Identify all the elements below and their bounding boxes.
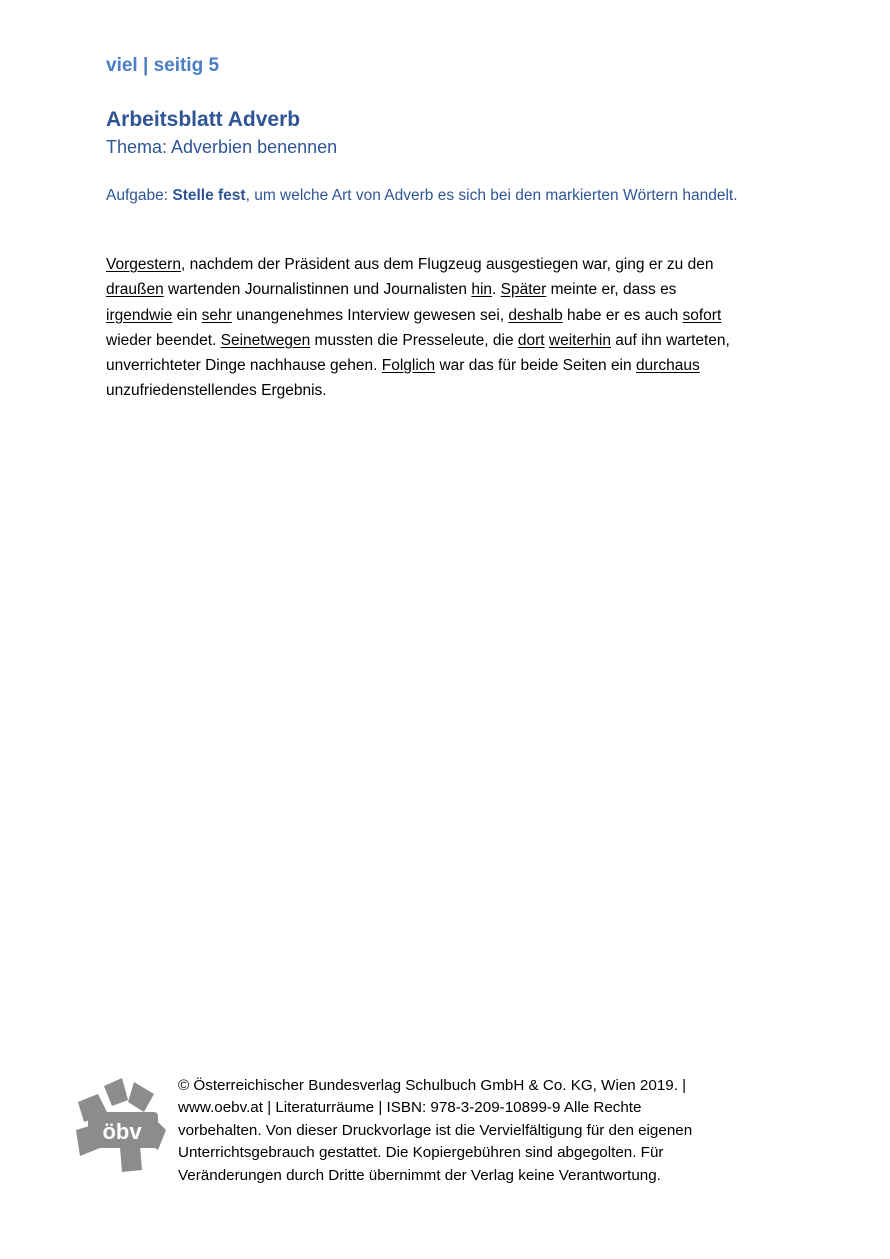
copyright-line: Unterrichtsgebrauch gestattet. Die Kopiergebühren sind abgegolten. Für [178, 1144, 664, 1162]
story-text-segment: war das für beide Seiten ein [435, 357, 636, 375]
task-instruction [106, 187, 806, 205]
story-line [106, 252, 796, 277]
story-line [106, 378, 796, 403]
marked-adverb: Folglich [381, 357, 436, 375]
story-text-segment: habe er es auch [562, 306, 683, 324]
oebv-logo-text: öbv [102, 1119, 142, 1144]
story-line [106, 303, 796, 328]
marked-adverb: Seinetwegen [220, 331, 311, 349]
page-subtitle: Thema: Adverbien benennen [106, 137, 338, 157]
marked-adverb: dort [517, 331, 545, 349]
marked-adverb: weiterhin [548, 331, 611, 349]
story-text-segment: meinte er, dass es [546, 281, 677, 299]
copyright-line: www.oebv.at | Literaturräume | ISBN: 978-3-209-10899-9 Alle Rechte [178, 1099, 642, 1117]
task-rest: , um welche Art von Adverb es sich bei den markierten Wörtern handelt. [245, 187, 738, 204]
task-emphasis: Stelle fest [172, 187, 246, 204]
story-text-segment: . [492, 281, 501, 299]
copyright-line: Veränderungen durch Dritte übernimmt der Verlag keine Verantwortung. [178, 1166, 661, 1184]
story-text-segment: ein [172, 306, 202, 324]
marked-adverb: durchaus [635, 357, 700, 375]
story-text [106, 252, 796, 404]
story-text-segment: wieder beendet. [106, 331, 221, 349]
story-line [106, 328, 796, 353]
story-text-segment: , nachdem der Präsident aus dem Flugzeug ausgestiegen war, ging er zu den [180, 256, 714, 273]
marked-adverb: sofort [682, 306, 722, 324]
story-line [106, 353, 796, 378]
brand-label: viel | seitig 5 [106, 55, 220, 76]
marked-adverb: Vorgestern [106, 256, 181, 273]
story-line [106, 277, 796, 302]
marked-adverb: sehr [201, 306, 232, 324]
marked-adverb: deshalb [508, 306, 563, 324]
marked-adverb: hin [471, 281, 493, 299]
marked-adverb: Später [500, 281, 547, 299]
copyright-line: vorbehalten. Von dieser Druckvorlage ist die Vervielfältigung für den eigenen [178, 1121, 693, 1139]
story-text-segment: unangenehmes Interview gewesen sei, [231, 306, 509, 324]
copyright-notice [178, 1075, 798, 1187]
story-text-segment: unzufriedenstellendes Ergebnis. [106, 382, 327, 400]
oebv-logo [74, 1076, 168, 1174]
page-title: Arbeitsblatt Adverb [106, 108, 301, 131]
story-text-segment: unverrichteter Dinge nachhause gehen. [106, 357, 382, 375]
copyright-line: © Österreichischer Bundesverlag Schulbuch GmbH & Co. KG, Wien 2019. | [178, 1077, 687, 1094]
story-text-segment: auf ihn warteten, [610, 331, 730, 349]
story-text-segment: mussten die Presseleute, die [310, 331, 518, 349]
marked-adverb: irgendwie [106, 306, 173, 324]
story-text-segment: wartenden Journalistinnen und Journalisten [163, 281, 472, 299]
task-prefix: Aufgabe: [106, 187, 173, 204]
marked-adverb: draußen [106, 281, 164, 299]
